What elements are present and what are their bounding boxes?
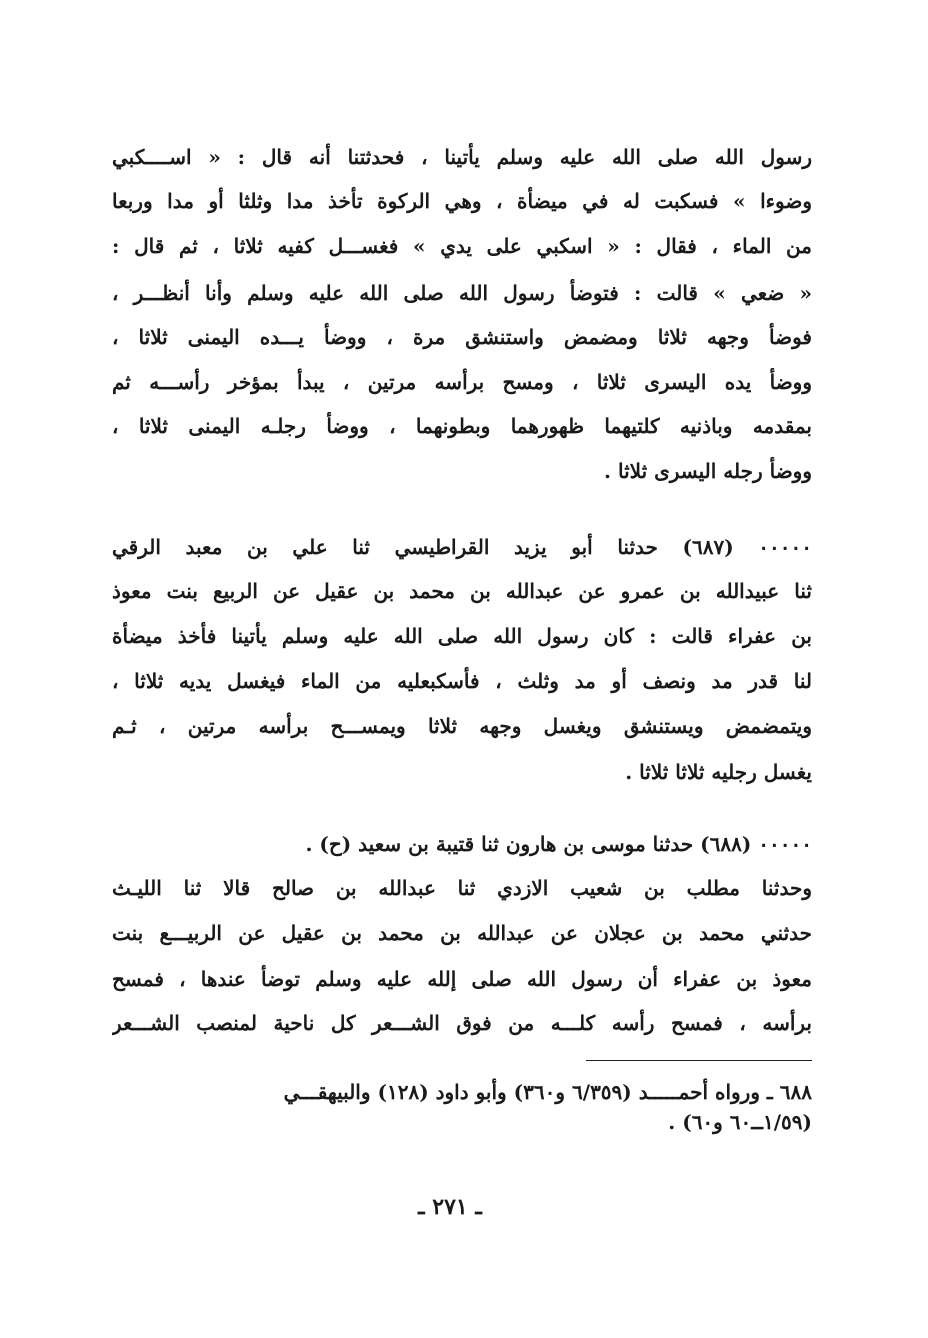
text-line: من الماء ، فقال : « اسكبي على يدي » فغســـل كفيه ثلاثا ، ثم قال : (112, 234, 812, 258)
text-line: يغسل رجليه ثلاثا ثلاثا . (625, 760, 812, 784)
text-line: ثنا عبيدالله بن عمرو عن عبدالله بن محمد بن عقيل عن الربيع بنت معوذ (112, 579, 812, 603)
footnote-line: (١/٥٩ــ٦٠ و٦٠) . (668, 1110, 812, 1134)
text-line: لنا قدر مد ونصف أو مد وثلث ، فأسكبعليه من الماء فيغسل يديه ثلاثا ، (112, 669, 812, 693)
text-line: ووضأ يده اليسرى ثلاثا ، ومسح برأسه مرتين ، يبدأ بمؤخر رأســـه ثم (112, 370, 812, 394)
footnote-line: ٦٨٨ ـ ورواه أحمـــــد (٦/٣٥٩ و٣٦٠) وأبو داود (١٢٨) والبيهقـــي (283, 1080, 812, 1104)
hadith-heading-688: ٠٠٠٠٠ (٦٨٨) حدثنا موسى بن هارون ثنا قتيبة بن سعيد (ح) . (305, 832, 812, 856)
text-line: حدثني محمد بن عجلان عن عبدالله بن محمد بن عقيل عن الربيـــع بنت (112, 921, 812, 945)
footnote-divider (586, 1060, 812, 1061)
text-line: برأسه ، فمسح رأسه كلـــه من فوق الشـــعر كل ناحية لمنصب الشـــعر (112, 1011, 812, 1035)
text-line: ويتمضمض ويستنشق ويغسل وجهه ثلاثا ويمســـح برأسه مرتين ، ثـم (112, 714, 812, 738)
text-line: وضوءا » فسكبت له في ميضأة ، وهي الركوة تأخذ مدا وثلثا أو مدا وربعا (112, 189, 812, 213)
text-line: فوضأ وجهه ثلاثا ومضمض واستنشق مرة ، ووضأ يـــده اليمنى ثلاثا ، (112, 325, 812, 349)
text-line: بمقدمه وباذنيه كلتيهما ظهورهما وبطونهما ، ووضأ رجلـه اليمنى ثلاثا ، (112, 414, 812, 438)
page-number: ـ ٢٧١ ـ (418, 1194, 482, 1220)
text-line: وحدثنا مطلب بن شعيب الازدي ثنا عبدالله بن صالح قالا ثنا الليـث (112, 876, 812, 900)
text-line: « ضعي » قالت : فتوضأ رسول الله صلى الله عليه وسلم وأنا أنظـــر ، (112, 281, 812, 305)
text-line: بن عفراء قالت : كان رسول الله صلى الله عليه وسلم يأتينا فأخذ ميضأة (112, 624, 812, 648)
hadith-heading-687: ٠٠٠٠٠ (٦٨٧) حدثنا أبو يزيد القراطيسي ثنا علي بن معبد الرقي (112, 535, 812, 559)
text-line: ووضأ رجله اليسرى ثلاثا . (604, 459, 812, 483)
text-line: معوذ بن عفراء أن رسول الله صلى إلله عليه وسلم توضأ عندها ، فمسح (112, 967, 812, 991)
text-line: رسول الله صلى الله عليه وسلم يأتينا ، فحدثتنا أنه قال : « اســــكبي (112, 145, 812, 169)
